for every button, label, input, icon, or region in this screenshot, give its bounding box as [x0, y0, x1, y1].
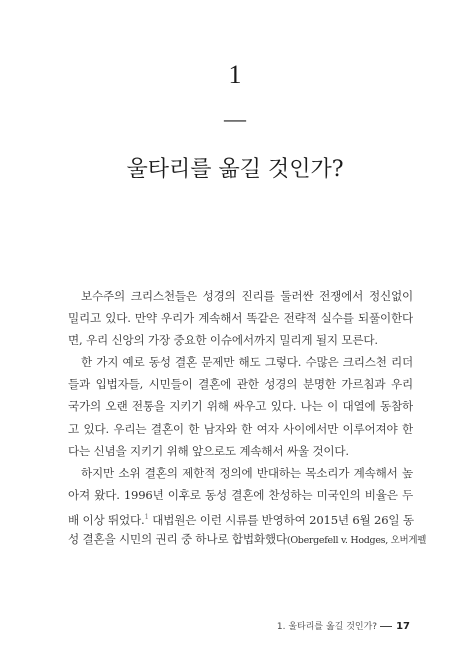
- text-line: 다는 신념을 지키기 위해 앞으로도 계속해서 싸울 것이다.: [68, 443, 349, 458]
- text-line: 면, 우리 신앙의 가장 중요한 이슈에서까지 밀리게 될지 모른다.: [68, 333, 378, 348]
- page-footer: [277, 619, 410, 632]
- page-number: 17: [396, 621, 410, 632]
- text-line: 고 있다. 우리는 결혼이 한 남자와 한 여자 사이에서만 이루어져야 한: [68, 421, 413, 436]
- text-line: 하지만 소위 결혼의 제한적 정의에 반대하는 목소리가 계속해서 높: [81, 465, 413, 480]
- text-line: 보수주의 크리스천들은 성경의 진리를 둘러싼 전쟁에서 정신없이: [81, 289, 413, 303]
- chapter-title: 울타리를 옮길 것인가?: [126, 157, 344, 182]
- paragraph-2: [68, 351, 413, 461]
- body-text: [68, 285, 427, 550]
- footer-separator: [380, 626, 392, 627]
- text-fragment: 대법원은 이런 시류를 반영하여 2015년 6월 26일 동: [152, 512, 414, 527]
- text-line: 아져 왔다. 1996년 이후로 동성 결혼에 찬성하는 미국인의 비율은 두: [68, 487, 413, 502]
- paragraph-1: [68, 285, 413, 351]
- running-head: 1. 울타리를 옮길 것인가?: [276, 622, 378, 632]
- text-line: 한 가지 예로 동성 결혼 문제만 해도 그렇다. 수많은 크리스천 리더: [81, 355, 413, 370]
- text-line: 밀리고 있다. 만약 우리가 계속해서 똑같은 전략적 실수를 되풀이한다: [68, 311, 413, 326]
- text-fragment: 성 결혼을 시민의 권리 중 하나로 합법화했다: [68, 532, 287, 547]
- text-fragment: 배 이상 뛰었다.: [68, 512, 145, 527]
- paragraph-3: [68, 462, 427, 550]
- text-line: 국가의 오랜 전통을 지키기 위해 싸우고 있다. 나는 이 대열에 동참하: [68, 399, 413, 414]
- chapter-dash: —: [224, 106, 246, 131]
- chapter-number: 1: [228, 60, 242, 89]
- footnote-marker[interactable]: 1: [144, 512, 149, 521]
- text-line: 들과 입법자들, 시민들이 결혼에 관한 성경의 분명한 가르침과 우리: [68, 377, 413, 392]
- text-line: [68, 506, 413, 528]
- text-line: [68, 528, 427, 550]
- case-citation: (Obergefell v. Hodges, 오버게펠: [286, 535, 427, 547]
